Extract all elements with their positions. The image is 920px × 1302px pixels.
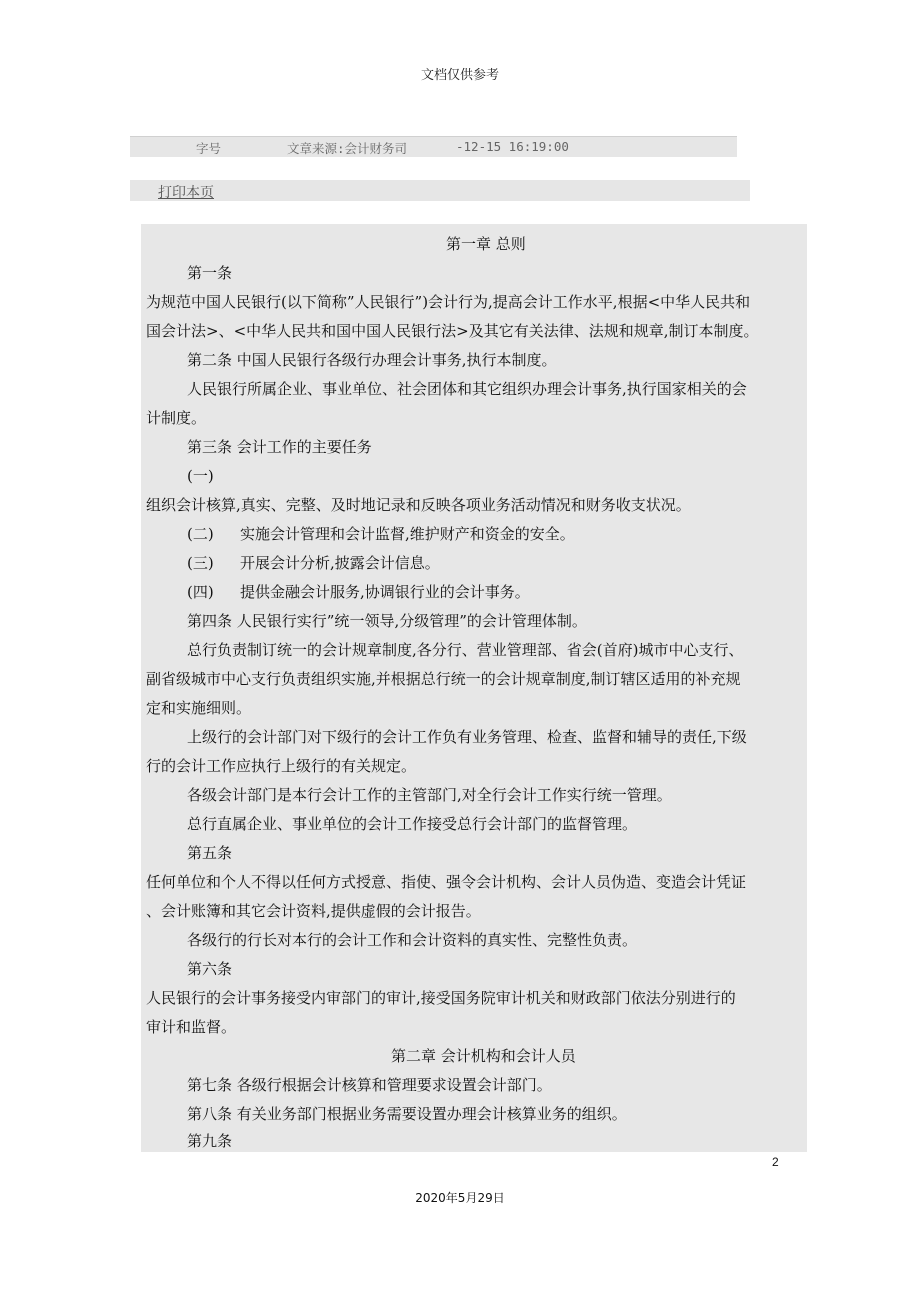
article-heading: 第六条 <box>187 960 233 978</box>
article-datetime: -12-15 16:19:00 <box>456 139 569 154</box>
page-number: 2 <box>772 1155 779 1169</box>
print-page-link[interactable]: 打印本页 <box>158 185 214 201</box>
font-size-label[interactable]: 字号 <box>196 141 222 156</box>
body-line: 实施会计管理和会计监督,维护财产和资金的安全。 <box>240 525 575 543</box>
article-heading: 第一条 <box>187 264 233 282</box>
body-line: 任何单位和个人不得以任何方式授意、指使、强令会计机构、会计人员伪造、变造会计凭证 <box>146 873 747 891</box>
body-line: 定和实施细则。 <box>146 699 252 717</box>
body-line: 为规范中国人民银行(以下简称”人民银行”)会计行为,提高会计工作水平,根据<中华人民共和 <box>146 293 751 311</box>
body-line: 人民银行所属企业、事业单位、社会团体和其它组织办理会计事务,执行国家相关的会 <box>187 380 747 398</box>
list-marker: (二) <box>187 525 214 543</box>
body-line: 第七条 各级行根据会计核算和管理要求设置会计部门。 <box>187 1076 552 1094</box>
list-marker: (四) <box>187 583 214 601</box>
body-line: 开展会计分析,披露会计信息。 <box>240 554 440 572</box>
list-marker: (三) <box>187 554 214 572</box>
body-line: 总行直属企业、事业单位的会计工作接受总行会计部门的监督管理。 <box>187 815 638 833</box>
header-note: 文档仅供参考 <box>420 68 499 83</box>
footer-date: 2020年5月29日 <box>415 1191 505 1205</box>
body-line: 第八条 有关业务部门根据业务需要设置办理会计核算业务的组织。 <box>187 1105 627 1123</box>
body-line: 第二条 中国人民银行各级行办理会计事务,执行本制度。 <box>187 351 557 369</box>
body-line: 人民银行的会计事务接受内审部门的审计,接受国务院审计机关和财政部门依法分别进行的 <box>146 989 736 1007</box>
document-body <box>141 224 807 1152</box>
article-source: 文章来源:会计财务司 <box>287 141 408 156</box>
body-line: 行的会计工作应执行上级行的有关规定。 <box>146 757 417 775</box>
print-bar <box>130 180 750 201</box>
body-line: 各级行的行长对本行的会计工作和会计资料的真实性、完整性负责。 <box>187 931 638 949</box>
body-line: 组织会计核算,真实、完整、及时地记录和反映各项业务活动情况和财务收支状况。 <box>146 496 691 514</box>
body-line: 副省级城市中心支行负责组织实施,并根据总行统一的会计规章制度,制订辖区适用的补充规 <box>146 670 741 688</box>
body-line: 上级行的会计部门对下级行的会计工作负有业务管理、检查、监督和辅导的责任,下级 <box>187 728 747 746</box>
body-line: 提供金融会计服务,协调银行业的会计事务。 <box>240 583 530 601</box>
body-line: 审计和监督。 <box>146 1018 237 1036</box>
body-line: 、会计账簿和其它会计资料,提供虚假的会计报告。 <box>146 902 481 920</box>
body-line: 国会计法>、<中华人民共和国中国人民银行法>及其它有关法律、法规和规章,制订本制度。 <box>146 322 759 340</box>
article-heading: 第五条 <box>187 844 233 862</box>
chapter-heading: 第二章 会计机构和会计人员 <box>391 1047 576 1065</box>
body-line: 计制度。 <box>146 409 207 427</box>
body-line: 各级会计部门是本行会计工作的主管部门,对全行会计工作实行统一管理。 <box>187 786 672 804</box>
chapter-heading: 第一章 总则 <box>446 235 526 253</box>
body-line: 第四条 人民银行实行”统一领导,分级管理”的会计管理体制。 <box>187 612 587 630</box>
body-line: 总行负责制订统一的会计规章制度,各分行、营业管理部、省会(首府)城市中心支行、 <box>187 641 744 659</box>
list-marker: (一) <box>187 467 214 485</box>
body-line: 第三条 会计工作的主要任务 <box>187 438 372 456</box>
article-meta-bar <box>130 136 737 157</box>
article-heading: 第九条 <box>187 1132 233 1150</box>
